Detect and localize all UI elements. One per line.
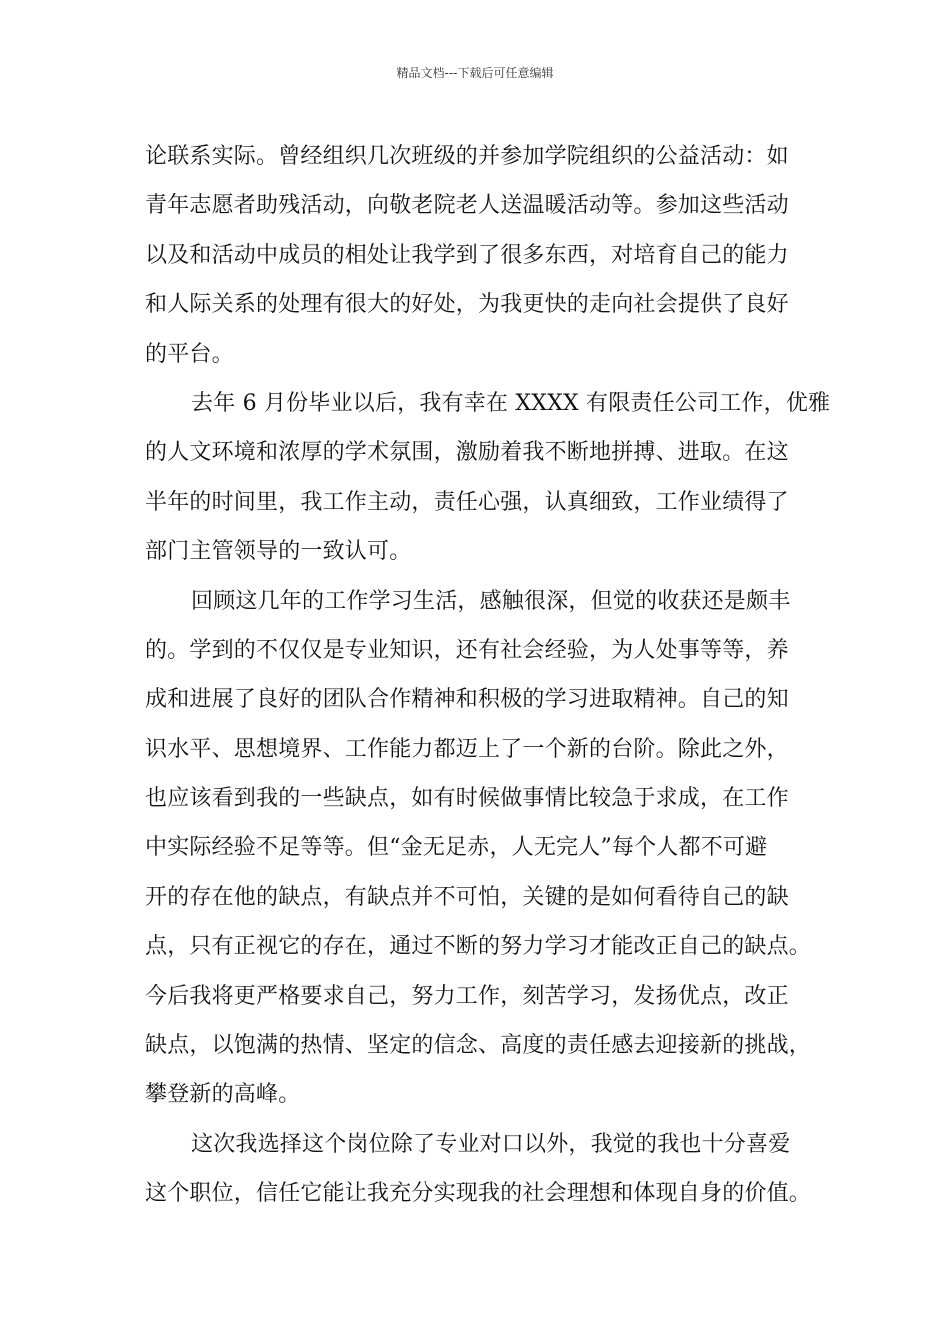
text-line: 论联系实际。曾经组织几次班级的并参加学院组织的公益活动：如 [145,144,789,169]
text-line: 回顾这几年的工作学习生活，感触很深，但觉的收获还是颇丰 [191,588,791,614]
text-line: 中实际经验不足等等。但“金无足赤，人无完人”每个人都不可避 [145,835,768,861]
text-line: 点，只有正视它的存在，通过不断的努力学习才能改正自己的缺点。 [145,934,812,960]
text-line: 开的存在他的缺点，有缺点并不可怕，关键的是如何看待自己的缺 [145,884,789,910]
text-line: 的人文环境和浓厚的学术氛围，激励着我不断地拼搏、进取。在这 [145,440,789,466]
text-line: 以及和活动中成员的相处让我学到了很多东西，对培育自己的能力 [145,242,789,268]
text-line: 去年 6 月份毕业以后，我有幸在 XXXX 有限责任公司工作，优雅 [191,390,831,416]
text-line: 成和进展了良好的团队合作精神和积极的学习进取精神。自己的知 [145,687,789,713]
text-line: 识水平、思想境界、工作能力都迈上了一个新的台阶。除此之外， [145,736,789,762]
text-line: 攀登新的高峰。 [145,1082,301,1108]
document-body [145,132,829,1219]
text-line: 部门主管领导的一致认可。 [145,539,412,565]
text-line: 今后我将更严格要求自己，努力工作，刻苦学习，发扬优点，改正 [145,983,789,1009]
text-line: 和人际关系的处理有很大的好处，为我更快的走向社会提供了良好 [145,292,789,318]
text-line: 的平台。 [145,341,234,367]
text-line: 的。学到的不仅仅是专业知识，还有社会经验，为人处事等等，养 [145,637,789,663]
text-line: 缺点，以饱满的热情、坚定的信念、高度的责任感去迎接新的挑战， [145,1033,812,1059]
text-line: 半年的时间里，我工作主动，责任心强，认真细致，工作业绩得了 [145,489,789,515]
text-line: 这个职位，信任它能让我充分实现我的社会理想和体现自身的价值。 [145,1181,812,1207]
page-header: 精品文档---下载后可任意编辑 [396,66,554,80]
text-line: 青年志愿者助残活动，向敬老院老人送温暖活动等。参加这些活动 [145,193,789,219]
text-line: 也应该看到我的一些缺点，如有时候做事情比较急于求成，在工作 [145,786,789,812]
text-line: 这次我选择这个岗位除了专业对口以外，我觉的我也十分喜爱 [191,1131,791,1157]
